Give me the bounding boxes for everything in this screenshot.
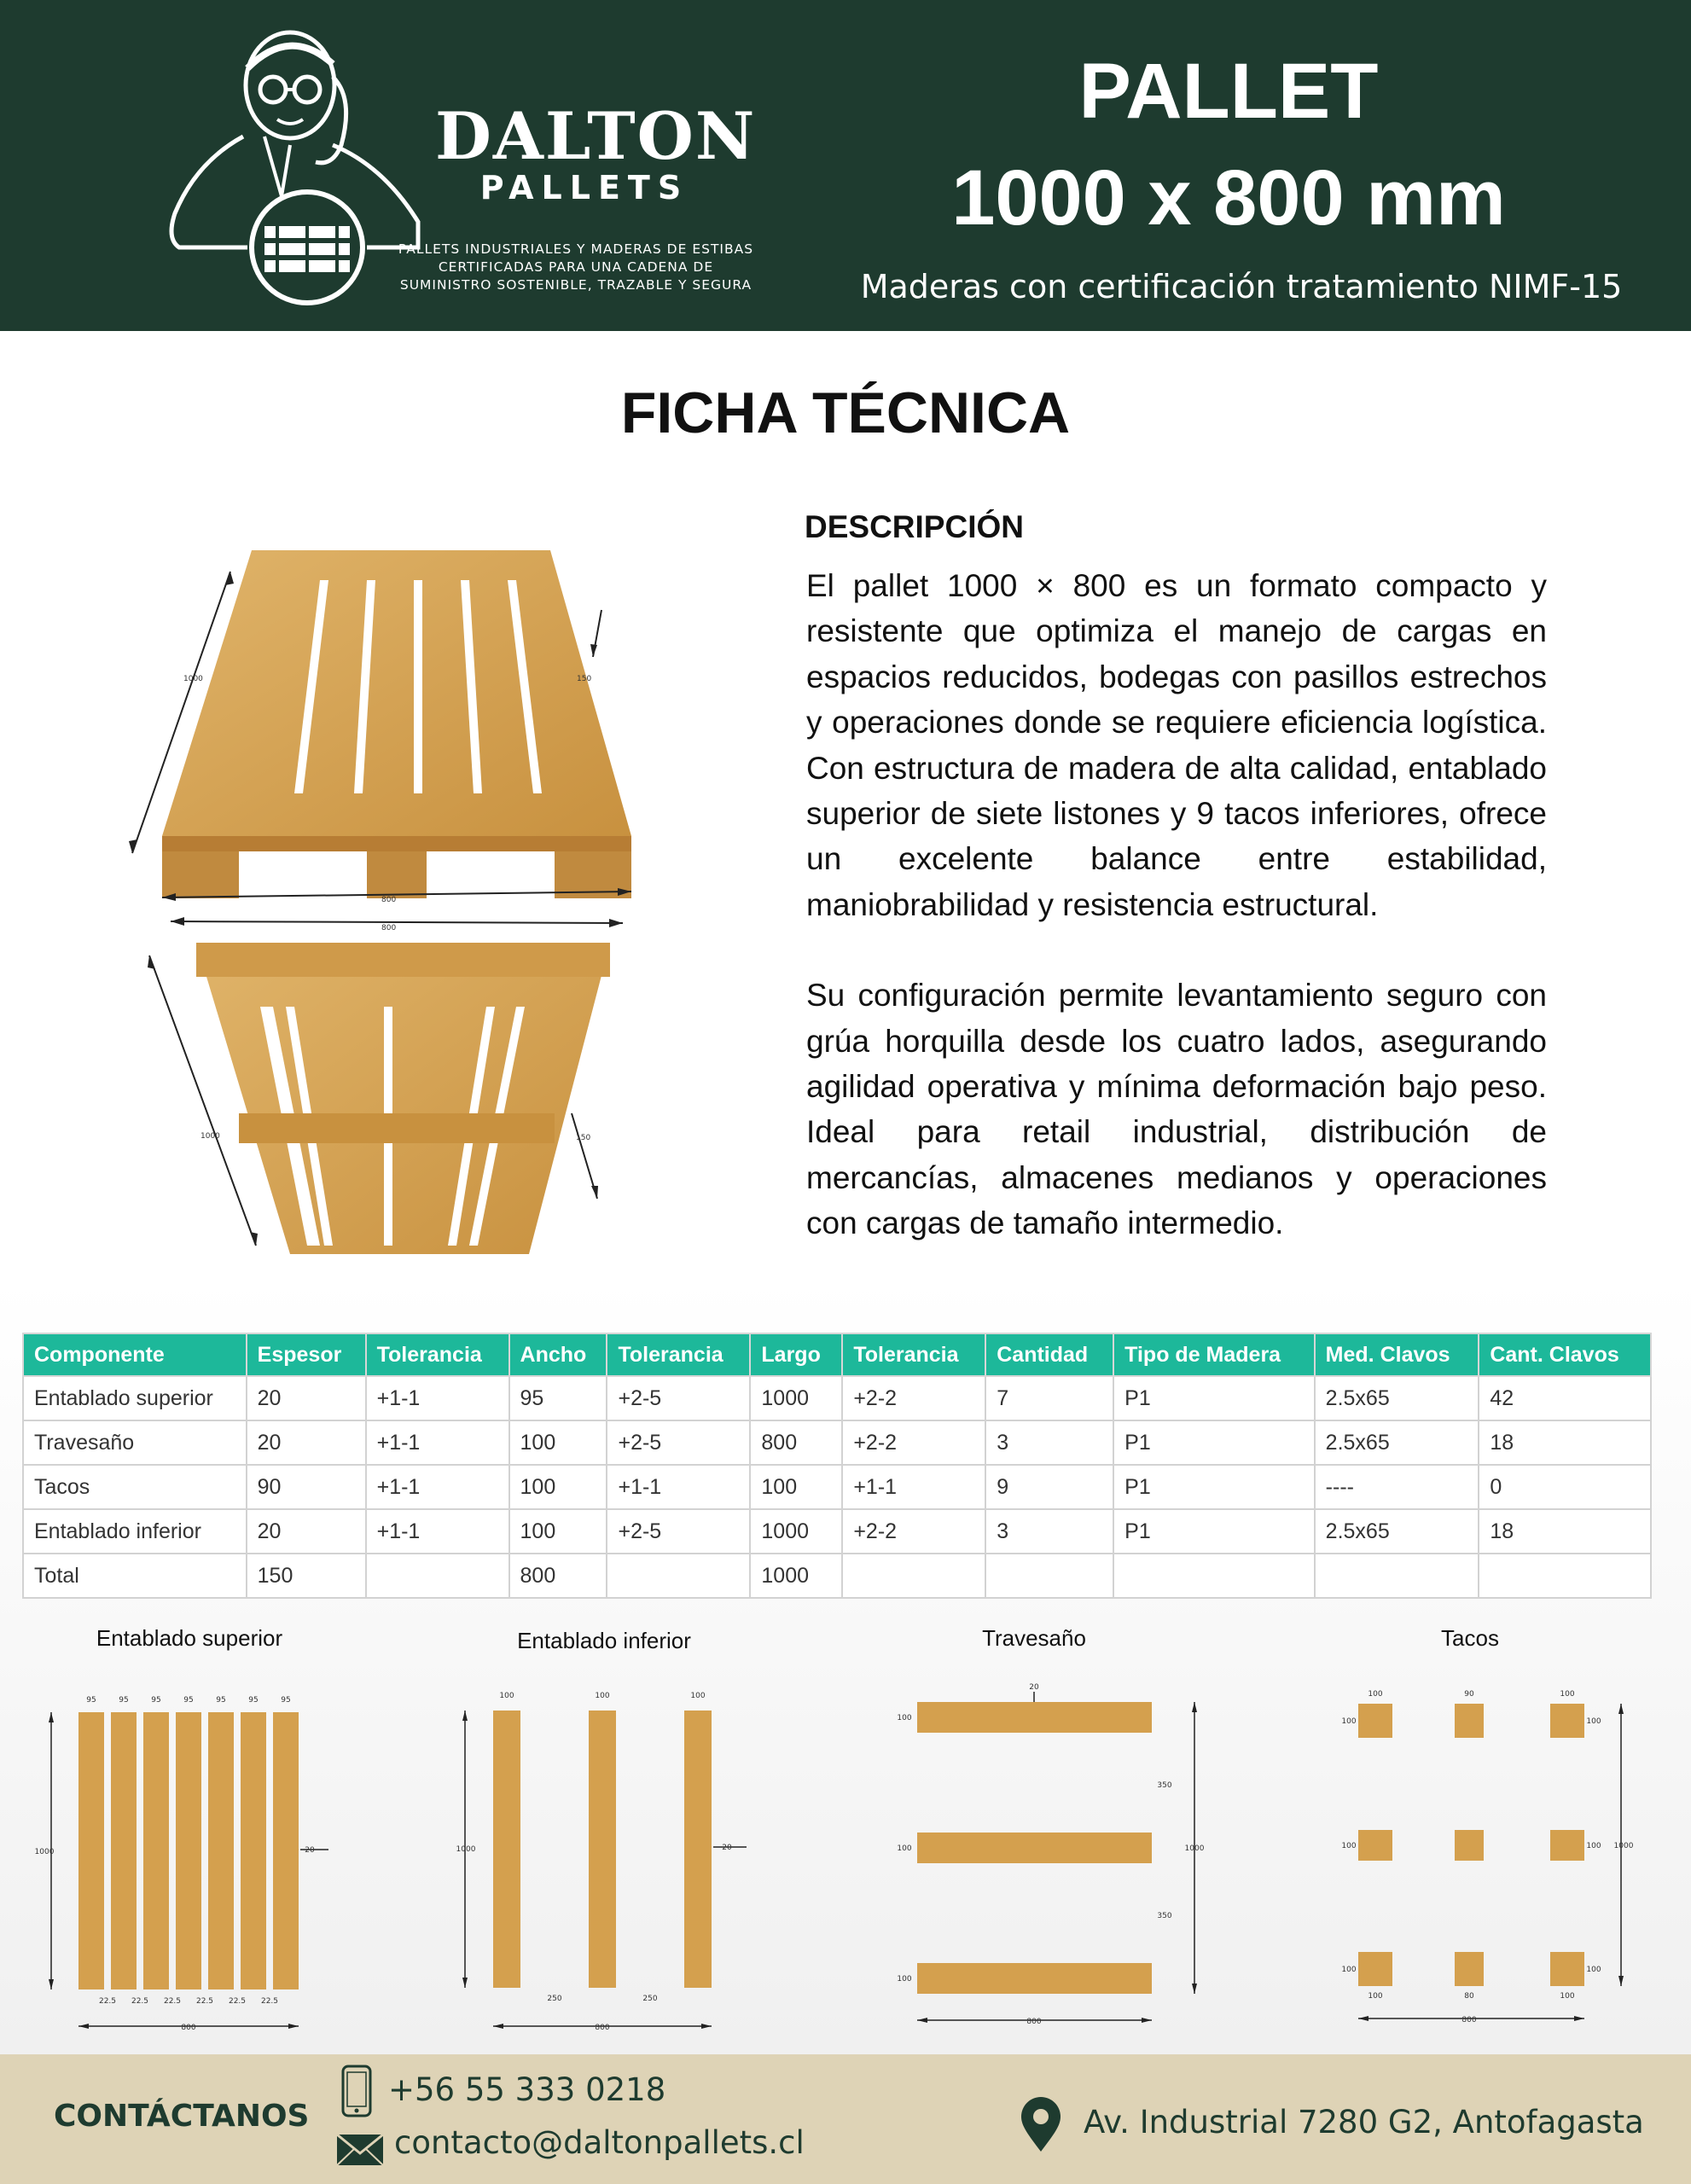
column-header: Espesor [247, 1333, 366, 1376]
dim-taco-size: 100 [1586, 1966, 1601, 1974]
dim-board-width: 95 [183, 1696, 194, 1705]
table-cell: +1-1 [366, 1509, 509, 1554]
diagram-title-tacos: Tacos [1441, 1625, 1499, 1651]
dim-thickness: 20 [305, 1846, 315, 1855]
table-cell: 20 [247, 1509, 366, 1554]
dim-taco-size: 100 [1560, 1690, 1575, 1699]
dim-length: 1000 [1184, 1844, 1205, 1853]
dim-total: 800 [1026, 2018, 1042, 2026]
dim-taco-size: 100 [1341, 1717, 1357, 1726]
dim-taco-size: 100 [1368, 1992, 1383, 2001]
dim-board-width: 100 [499, 1692, 514, 1700]
column-header: Cant. Clavos [1479, 1333, 1651, 1376]
dim-gap: 22.5 [260, 1997, 279, 2006]
table-cell: 1000 [750, 1376, 842, 1420]
product-dimensions: 1000 x 800 mm [951, 154, 1506, 241]
description-heading: DESCRIPCIÓN [805, 509, 1024, 544]
table-row [23, 1465, 1651, 1509]
illus-dim-label: 150 [576, 1134, 591, 1142]
dim-gap: 22.5 [195, 1997, 214, 2006]
header-banner [0, 0, 1691, 331]
phone-link[interactable]: +56 55 333 0218 [388, 2071, 666, 2108]
dim-taco-size: 100 [1586, 1842, 1601, 1850]
dim-thickness: 20 [1029, 1683, 1039, 1692]
dim-board-width: 95 [281, 1696, 291, 1705]
table-cell: 800 [750, 1420, 842, 1465]
diagram-travesano [883, 1664, 1216, 2039]
table-cell: 7 [985, 1376, 1113, 1420]
column-header: Ancho [509, 1333, 607, 1376]
dim-gap: 350 [1157, 1781, 1172, 1790]
spec-table [22, 1333, 1652, 1599]
description-body [806, 563, 1547, 1292]
phone-icon [341, 2065, 372, 2117]
table-cell: 95 [509, 1376, 607, 1420]
dim-gap: 22.5 [228, 1997, 247, 2006]
contact-label: CONTÁCTANOS [54, 2099, 310, 2134]
table-cell: 0 [1479, 1465, 1651, 1509]
table-cell: 100 [509, 1465, 607, 1509]
dim-gap: 22.5 [163, 1997, 182, 2006]
dim-taco-size: 100 [1586, 1717, 1601, 1726]
diagram-entablado-superior [34, 1685, 341, 2039]
illus-dim-label: 1000 [183, 675, 203, 683]
dim-taco-size: 100 [1341, 1842, 1357, 1850]
dim-board-width: 95 [151, 1696, 161, 1705]
illus-dim-label: 1000 [200, 1132, 220, 1141]
table-cell: Total [23, 1554, 247, 1598]
illus-dim-label: 150 [577, 675, 592, 683]
column-header: Largo [750, 1333, 842, 1376]
table-row [23, 1376, 1651, 1420]
dim-total: 800 [181, 2024, 196, 2032]
table-cell: 100 [509, 1509, 607, 1554]
tagline-line: SUMINISTRO SOSTENIBLE, TRAZABLE Y SEGURA [399, 277, 753, 293]
address-text: Av. Industrial 7280 G2, Antofagasta [1084, 2104, 1644, 2140]
dim-board-width: 95 [119, 1696, 129, 1705]
table-cell: 150 [247, 1554, 366, 1598]
dim-board-width: 100 [595, 1692, 610, 1700]
brand-name: DALTON [435, 98, 757, 174]
diagram-title-inferior: Entablado inferior [517, 1628, 691, 1653]
dim-thickness: 20 [722, 1844, 732, 1852]
table-cell: 2.5x65 [1315, 1509, 1479, 1554]
dim-board-width: 100 [897, 1975, 912, 1984]
mail-icon [335, 2133, 385, 2167]
table-cell: Travesaño [23, 1420, 247, 1465]
dim-total: 800 [595, 2024, 610, 2032]
table-cell: P1 [1113, 1420, 1315, 1465]
table-cell: +2-2 [842, 1420, 985, 1465]
table-cell: +2-2 [842, 1509, 985, 1554]
dim-board-width: 100 [897, 1844, 912, 1853]
table-cell: 2.5x65 [1315, 1376, 1479, 1420]
table-cell [607, 1554, 750, 1598]
table-cell: +2-5 [607, 1376, 750, 1420]
column-header: Cantidad [985, 1333, 1113, 1376]
table-cell: 20 [247, 1420, 366, 1465]
dim-board-width: 95 [248, 1696, 259, 1705]
dim-taco-size: 100 [1368, 1690, 1383, 1699]
table-cell: +1-1 [366, 1376, 509, 1420]
dim-length: 1000 [1613, 1842, 1634, 1850]
tagline-line: PALLETS INDUSTRIALES Y MADERAS DE ESTIBAS [398, 241, 754, 257]
illus-dim-label: 800 [381, 924, 397, 932]
table-cell: 9 [985, 1465, 1113, 1509]
brand-subtitle: PALLETS [479, 169, 689, 206]
dim-gap: 350 [1157, 1912, 1172, 1920]
table-cell: +1-1 [842, 1465, 985, 1509]
illus-dim-label: 800 [381, 896, 397, 904]
ficha-tecnica-title: FICHA TÉCNICA [620, 380, 1071, 445]
table-cell: +2-5 [607, 1509, 750, 1554]
dim-board-width: 100 [897, 1714, 912, 1722]
dim-gap: 22.5 [98, 1997, 117, 2006]
column-header: Tolerancia [366, 1333, 509, 1376]
column-header: Tipo de Madera [1113, 1333, 1315, 1376]
table-cell [842, 1554, 985, 1598]
dim-taco-size: 100 [1341, 1966, 1357, 1974]
table-cell [1479, 1554, 1651, 1598]
dim-length: 1000 [456, 1845, 476, 1854]
table-cell: Entablado superior [23, 1376, 247, 1420]
certification-text: Maderas con certificación tratamiento NIMF-15 [860, 268, 1623, 305]
dim-gap: 22.5 [131, 1997, 149, 2006]
table-cell: P1 [1113, 1509, 1315, 1554]
description-paragraph: Su configuración permite levantamiento seguro con grúa horquilla desde los cuatro lados, asegurando agilidad operativa y mínima deformación bajo peso. Ideal para retail industrial, distribución de mercancías, almacenes medianos y operaciones con cargas de tamaño intermedio. [806, 978, 1547, 1241]
table-header-row [23, 1333, 1651, 1376]
table-cell: +1-1 [366, 1465, 509, 1509]
dim-board-width: 95 [216, 1696, 226, 1705]
table-cell [1113, 1554, 1315, 1598]
diagram-title-travesano: Travesaño [982, 1625, 1086, 1651]
diagram-title-superior: Entablado superior [96, 1625, 283, 1651]
diagram-tacos [1318, 1681, 1651, 2030]
table-row [23, 1509, 1651, 1554]
email-link[interactable]: contacto@daltonpallets.cl [394, 2124, 805, 2161]
dim-total: 800 [1461, 2016, 1477, 2024]
column-header: Tolerancia [842, 1333, 985, 1376]
dim-taco-gap: 80 [1464, 1992, 1474, 2001]
table-cell: 2.5x65 [1315, 1420, 1479, 1465]
dim-gap: 250 [547, 1995, 562, 2003]
pallet-3d-illustration [119, 529, 648, 1263]
table-cell: 20 [247, 1376, 366, 1420]
location-pin-icon [1020, 2097, 1062, 2153]
table-cell: 90 [247, 1465, 366, 1509]
dim-board-width: 95 [86, 1696, 96, 1705]
table-cell: +1-1 [607, 1465, 750, 1509]
description-paragraph: El pallet 1000 × 800 es un formato compacto y resistente que optimiza el manejo de cargas en espacios reducidos, bodegas con pasillos estrechos y operaciones donde se requiere eficiencia logística. Con estructura de madera de alta calidad, entablado superior de siete listones y 9 tacos inferiores, ofrece un excelente balance entre estabilidad, maniobrabilidad y resistencia estructural. [806, 568, 1547, 922]
column-header: Med. Clavos [1315, 1333, 1479, 1376]
table-cell: +2-2 [842, 1376, 985, 1420]
table-cell: 100 [509, 1420, 607, 1465]
table-cell: 3 [985, 1420, 1113, 1465]
table-cell: 18 [1479, 1509, 1651, 1554]
dim-board-width: 100 [690, 1692, 706, 1700]
brand-tagline [392, 241, 759, 294]
table-cell [1315, 1554, 1479, 1598]
table-cell: ---- [1315, 1465, 1479, 1509]
table-cell: 1000 [750, 1554, 842, 1598]
table-cell: 3 [985, 1509, 1113, 1554]
table-cell: 800 [509, 1554, 607, 1598]
table-cell: 18 [1479, 1420, 1651, 1465]
table-cell: +1-1 [366, 1420, 509, 1465]
dim-taco-height: 90 [1464, 1690, 1474, 1699]
diagram-entablado-inferior [452, 1685, 759, 2039]
dim-taco-size: 100 [1560, 1992, 1575, 2001]
table-cell: +2-5 [607, 1420, 750, 1465]
product-title: PALLET [1078, 48, 1379, 135]
table-cell: P1 [1113, 1465, 1315, 1509]
table-cell: 1000 [750, 1509, 842, 1554]
table-cell: P1 [1113, 1376, 1315, 1420]
dim-length: 1000 [34, 1848, 55, 1856]
table-cell: 100 [750, 1465, 842, 1509]
table-cell: Tacos [23, 1465, 247, 1509]
column-header: Componente [23, 1333, 247, 1376]
tagline-line: CERTIFICADAS PARA UNA CADENA DE [438, 259, 714, 275]
table-cell [366, 1554, 509, 1598]
dim-gap: 250 [642, 1995, 658, 2003]
table-cell [985, 1554, 1113, 1598]
table-row [23, 1420, 1651, 1465]
column-header: Tolerancia [607, 1333, 750, 1376]
table-cell: 42 [1479, 1376, 1651, 1420]
table-cell: Entablado inferior [23, 1509, 247, 1554]
table-total-row [23, 1554, 1651, 1598]
